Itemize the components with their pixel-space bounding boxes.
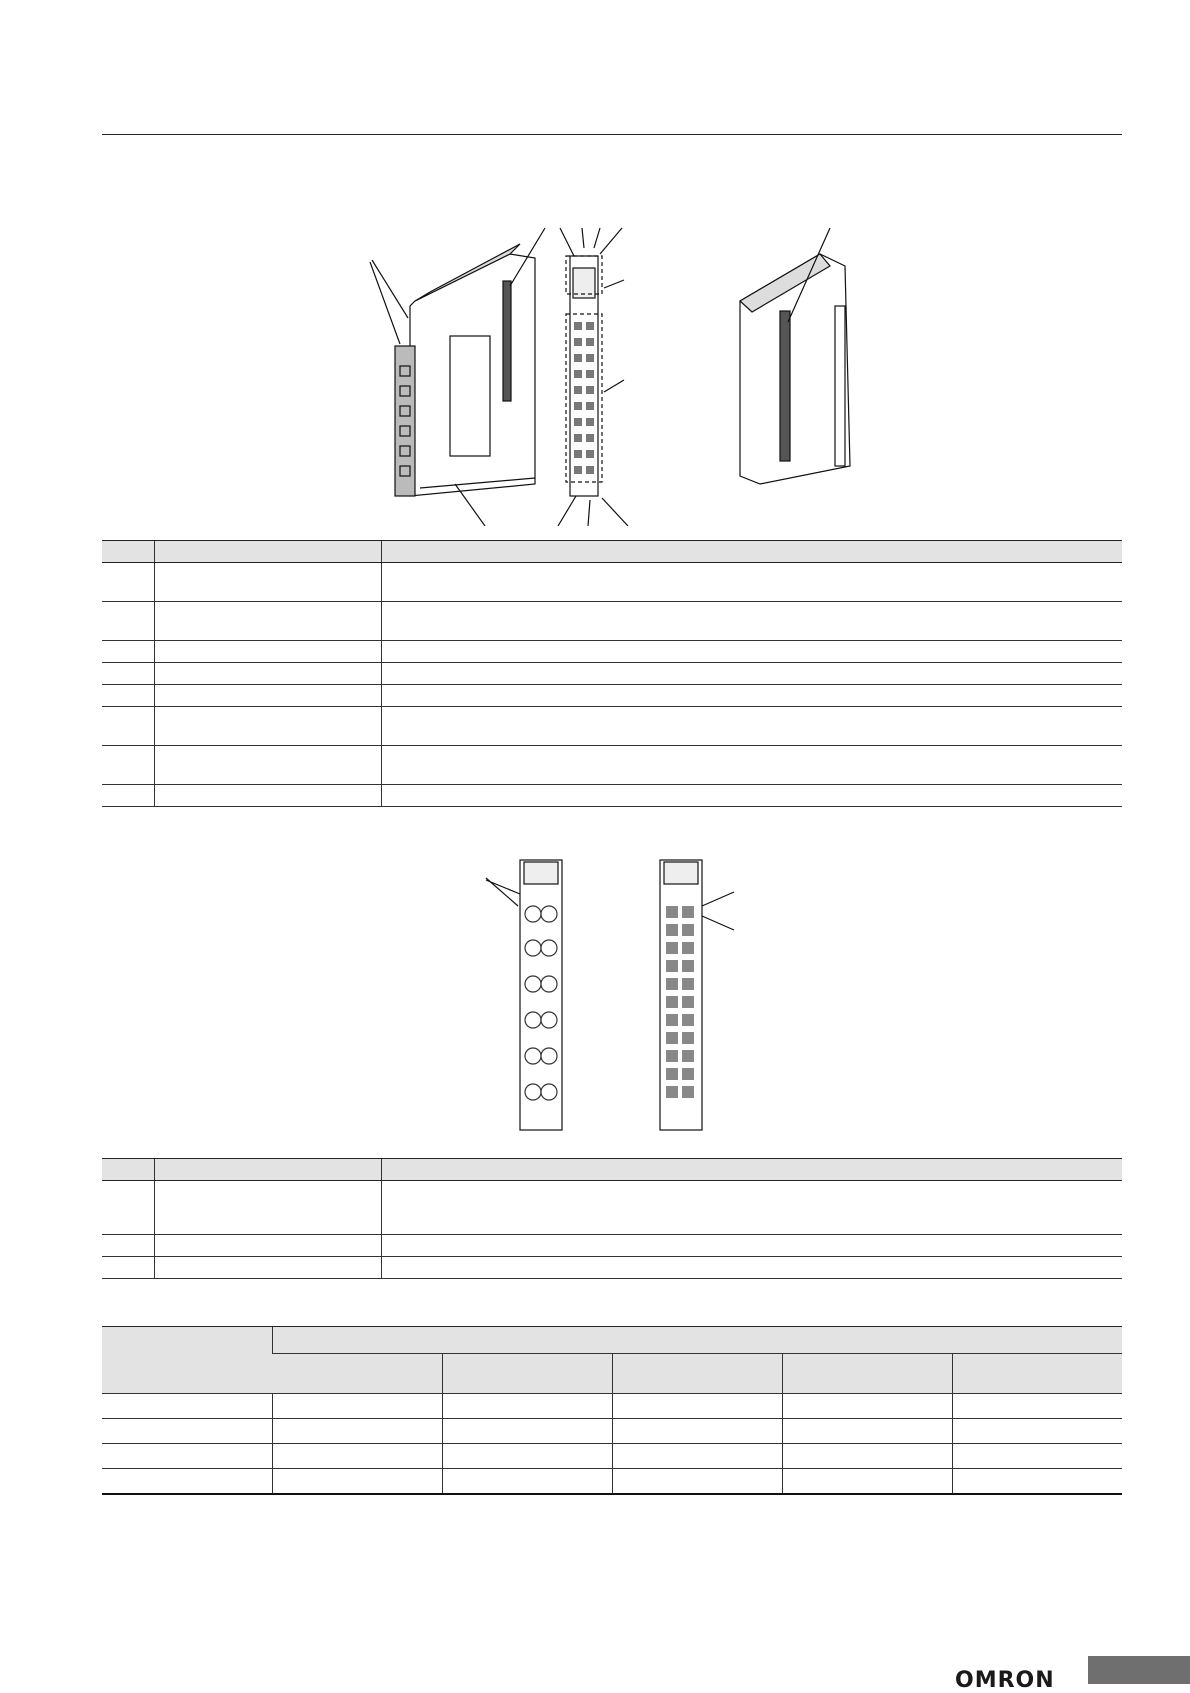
- table-row: [102, 1235, 1122, 1257]
- terminal-block-b: [660, 860, 734, 1130]
- table-row: [102, 707, 1122, 746]
- front-side-view: [370, 228, 545, 526]
- table-row: [102, 663, 1122, 685]
- terminal-block-figure: [480, 858, 740, 1134]
- table-row: [102, 685, 1122, 707]
- table-row: [102, 1257, 1122, 1279]
- table-row: [102, 785, 1122, 807]
- grid-header-row: [102, 1327, 1122, 1354]
- table-row: [102, 1181, 1122, 1235]
- front-view: [558, 228, 628, 526]
- table-row: [102, 641, 1122, 663]
- terminal-table-header: [102, 1159, 1122, 1181]
- table-row: [102, 746, 1122, 785]
- table-row: [102, 1469, 1122, 1495]
- omron-logo: OMRON: [955, 1668, 1055, 1693]
- terminal-table: [102, 1158, 1122, 1279]
- terminal-block-a: [486, 860, 562, 1130]
- page-tab: [1088, 1656, 1190, 1684]
- parts-table: [102, 540, 1122, 807]
- unit-parts-figure: [360, 226, 860, 526]
- table-row: [102, 1419, 1122, 1444]
- table-row: [102, 1444, 1122, 1469]
- table-row: [102, 602, 1122, 641]
- table-row: [102, 1394, 1122, 1419]
- table-row: [102, 563, 1122, 602]
- header-rule: [102, 134, 1122, 135]
- parts-table-header: [102, 541, 1122, 563]
- compatibility-table: [102, 1326, 1122, 1495]
- rear-side-view: [740, 228, 850, 484]
